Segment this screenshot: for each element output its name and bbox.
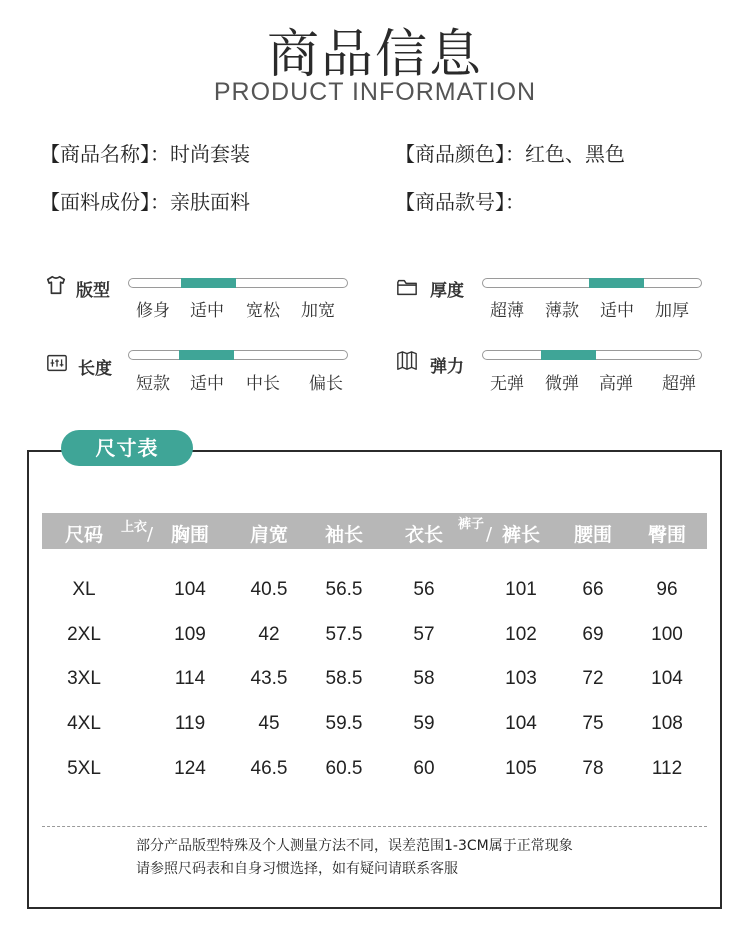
header-hip: 臀围	[647, 524, 687, 546]
attr-elasticity-option: 高弹	[599, 374, 633, 394]
attr-fit-option: 修身	[136, 301, 170, 321]
attr-length-option: 偏长	[309, 374, 343, 394]
table-cell: 59.5	[325, 713, 363, 734]
table-cell: 78	[582, 758, 604, 779]
table-cell: 114	[174, 668, 206, 689]
note-line: 请参照尺码表和自身习惯选择，如有疑问请联系客服	[136, 861, 458, 877]
attr-elasticity-option: 超弹	[662, 374, 696, 394]
attr-elasticity-label: 弹力	[430, 357, 464, 377]
table-cell: 104	[174, 579, 206, 600]
table-cell: 108	[651, 713, 683, 734]
table-cell: 57.5	[325, 624, 363, 645]
attr-thickness-indicator	[589, 278, 644, 288]
table-cell: 109	[174, 624, 206, 645]
table-cell: 124	[174, 758, 206, 779]
attr-thickness-option: 加厚	[655, 301, 689, 321]
attr-length-option: 适中	[190, 374, 224, 394]
table-cell: 40.5	[250, 579, 288, 600]
header-chest: 胸围	[170, 524, 210, 546]
size-label: 4XL	[67, 713, 101, 734]
header-size: 尺码	[64, 524, 104, 546]
fabric-icon	[396, 350, 418, 372]
attr-elasticity-indicator	[541, 350, 596, 360]
size-label: 2XL	[67, 624, 101, 645]
header-waist: 腰围	[573, 524, 613, 546]
table-cell: 58.5	[325, 668, 363, 689]
table-cell: 58	[413, 668, 435, 689]
attr-elasticity-option: 无弹	[490, 374, 524, 394]
table-cell: 119	[174, 713, 206, 734]
attr-length-label: 长度	[78, 359, 112, 379]
table-cell: 57	[413, 624, 435, 645]
table-cell: 105	[505, 758, 537, 779]
attr-fit-option: 宽松	[246, 301, 280, 321]
header-shoulder: 肩宽	[249, 524, 289, 546]
table-cell: 72	[582, 668, 604, 689]
info-product-name: 【商品名称】：时尚套装	[40, 142, 250, 166]
size-label: 5XL	[67, 758, 101, 779]
header-length: 衣长	[404, 524, 444, 546]
table-cell: 100	[651, 624, 683, 645]
header-pants-prefix: 裤子	[458, 517, 485, 532]
size-label: 3XL	[67, 668, 101, 689]
table-cell: 112	[651, 758, 683, 779]
table-cell: 42	[258, 624, 280, 645]
header-slash: /	[486, 524, 493, 545]
table-cell: 43.5	[250, 668, 288, 689]
tshirt-icon	[45, 274, 67, 296]
attr-fit-option: 适中	[190, 301, 224, 321]
attr-length-option: 短款	[136, 374, 170, 394]
attr-elasticity-scale	[482, 350, 702, 360]
page-title: 商品信息	[266, 25, 483, 85]
table-cell: 103	[505, 668, 537, 689]
size-label: XL	[72, 579, 96, 600]
attr-thickness-label: 厚度	[430, 281, 464, 301]
table-cell: 60	[413, 758, 435, 779]
table-cell: 96	[656, 579, 678, 600]
size-table-title: 尺寸表	[61, 430, 193, 466]
info-style-number: 【商品款号】：	[395, 190, 525, 214]
table-cell: 101	[505, 579, 537, 600]
page-subtitle: PRODUCT INFORMATION	[213, 78, 537, 106]
header-pants-length: 裤长	[501, 524, 541, 546]
header-top-prefix: 上衣	[121, 520, 148, 535]
table-cell: 66	[582, 579, 604, 600]
ruler-icon	[46, 352, 68, 374]
attr-fit-scale	[128, 278, 348, 288]
table-cell: 45	[258, 713, 280, 734]
header-sleeve: 袖长	[324, 524, 364, 546]
attr-length-scale	[128, 350, 348, 360]
attr-thickness-scale	[482, 278, 702, 288]
table-cell: 60.5	[325, 758, 363, 779]
divider	[42, 826, 707, 827]
table-cell: 56	[413, 579, 435, 600]
note-line: 部分产品版型特殊及个人测量方法不同，误差范围1-3CM属于正常现象	[136, 838, 573, 854]
attr-thickness-option: 薄款	[545, 301, 579, 321]
attr-thickness-option: 适中	[600, 301, 634, 321]
info-fabric: 【面料成份】：亲肤面料	[40, 190, 250, 214]
attr-fit-indicator	[181, 278, 236, 288]
table-cell: 59	[413, 713, 435, 734]
table-cell: 104	[505, 713, 537, 734]
folder-icon	[396, 276, 418, 298]
table-cell: 104	[651, 668, 683, 689]
attr-elasticity-option: 微弹	[545, 374, 579, 394]
info-product-color: 【商品颜色】：红色、黑色	[395, 142, 625, 166]
table-cell: 56.5	[325, 579, 363, 600]
table-cell: 46.5	[250, 758, 288, 779]
attr-fit-label: 版型	[76, 281, 110, 301]
attr-length-indicator	[179, 350, 234, 360]
header-slash: /	[147, 524, 154, 545]
attr-thickness-option: 超薄	[490, 301, 524, 321]
table-cell: 102	[505, 624, 537, 645]
table-cell: 69	[582, 624, 604, 645]
table-cell: 75	[582, 713, 604, 734]
attr-fit-option: 加宽	[301, 301, 335, 321]
attr-length-option: 中长	[246, 374, 280, 394]
